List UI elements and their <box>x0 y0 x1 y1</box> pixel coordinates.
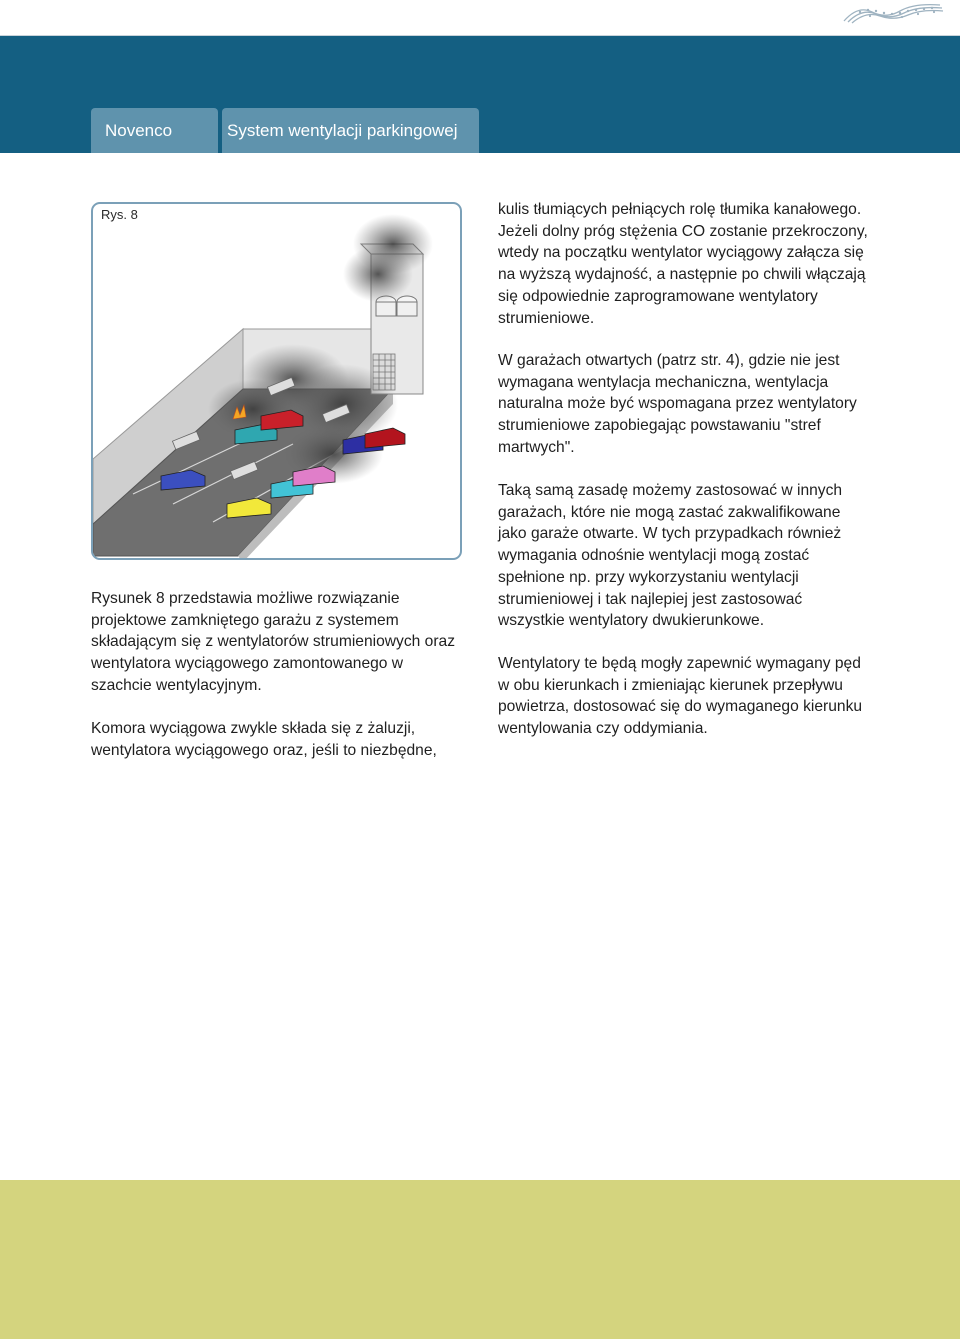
tab-company: Novenco <box>91 108 218 153</box>
figure-garage-illustration <box>91 202 462 560</box>
figure-label: Rys. 8 <box>101 207 138 222</box>
paragraph: Taką samą zasadę możemy zastosować w innych garażach, które nie mogą zastać zakwalifikowane jako garaże otwarte. W tych przypadkach również wymagania odnośnie wentylacji mogą zostać spełnione np. przy wykorzystaniu wentylacji strumieniowej i tak najlepiej jest zastosować wszystkie wentylatory dwukierunkowe. <box>498 482 843 630</box>
top-strip <box>0 0 960 36</box>
paragraph: Rysunek 8 przedstawia możliwe rozwiązanie projektowe zamkniętego garażu z systemem składającym się z wentylatorów strumieniowych oraz wentylatora wyciągowego zamontowanego w szachcie wentylacyjnym. <box>91 590 455 694</box>
paragraph: Wentylatory te będą mogły zapewnić wymagany pęd w obu kierunkach i zmieniając kierunek przepływu powietrza, dostosować się do wymaganego kierunku wentylowania czy oddymiania. <box>498 655 863 738</box>
paragraph: Komora wyciągowa zwykle składa się z żaluzji, wentylatora wyciągowego oraz, jeśli to niezbędne, <box>91 720 437 759</box>
tab-document-title: System wentylacji parkingowej <box>222 108 479 153</box>
paragraph: W garażach otwartych (patrz str. 4), gdzie nie jest wymagana wentylacja mechaniczna, wentylacja naturalna może być wspomagana przez wentylatory strumieniowe zapobiegając powstawaniu "stref martwych". <box>498 352 857 456</box>
garage-diagram <box>93 204 462 560</box>
wave-logo-icon <box>840 2 944 24</box>
paragraph: kulis tłumiących pełniących rolę tłumika kanałowego. Jeżeli dolny próg stężenia CO zostanie przekroczony, wtedy na początku wentylator wyciągowy załącza się na wyższą wydajność, a następnie po chwili włączają się odpowiednie zaprogramowane wentylatory strumieniowe. <box>498 201 868 327</box>
footer-band <box>0 1180 960 1339</box>
